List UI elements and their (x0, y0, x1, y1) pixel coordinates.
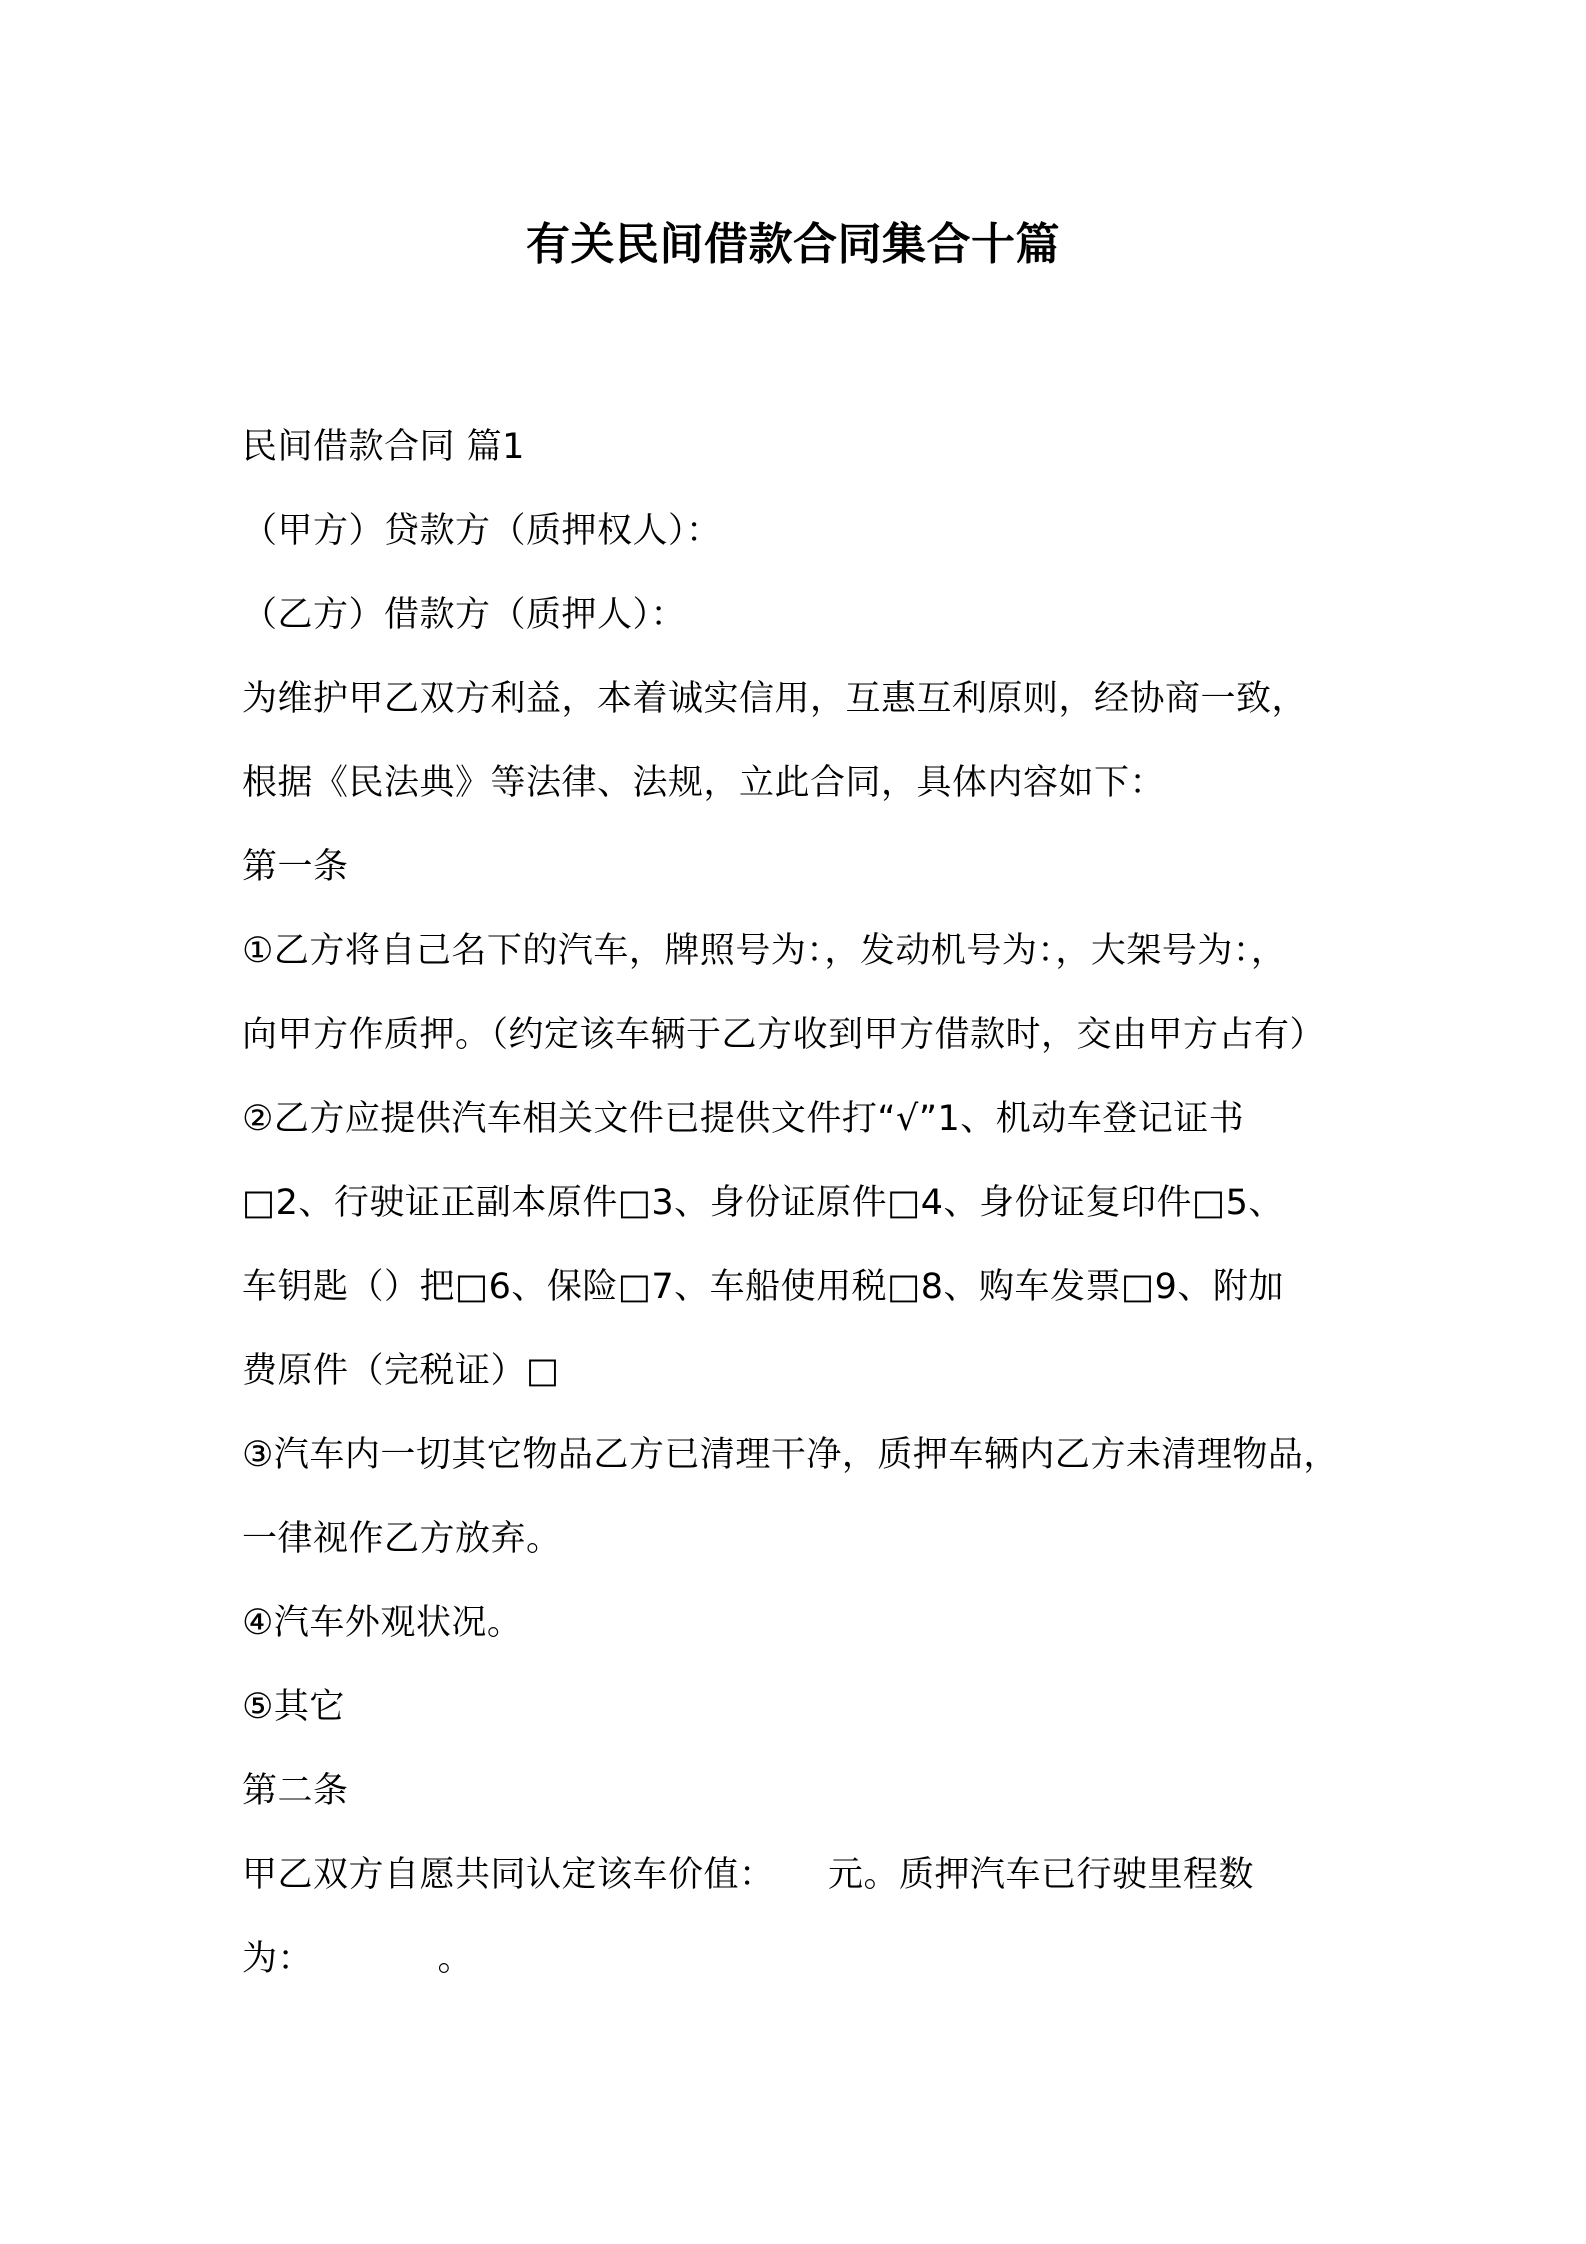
clause-heading-second: 第二条 (242, 1771, 349, 1811)
paragraph-line: 为： 。 (242, 1939, 474, 1979)
paragraph-line: 向甲方作质押。（约定该车辆于乙方收到甲方借款时，交由甲方占有） (242, 1015, 1326, 1055)
party-a-line: （甲方）贷款方（质押权人）： (242, 511, 722, 551)
clause-heading-first: 第一条 (242, 847, 349, 887)
paragraph-line: □2、行驶证正副本原件□3、身份证原件□4、身份证复印件□5、 (242, 1183, 1284, 1223)
section-heading-article-1: 民间借款合同 篇1 (242, 427, 525, 467)
paragraph-line: ④汽车外观状况。 (242, 1603, 523, 1643)
paragraph-line: ③汽车内一切其它物品乙方已清理干净，质押车辆内乙方未清理物品， (242, 1435, 1339, 1475)
party-b-line: （乙方）借款方（质押人）： (242, 595, 687, 635)
document-body (242, 405, 1392, 2001)
document-title: 有关民间借款合同集合十篇 (526, 219, 1060, 270)
paragraph-line: ⑤其它 (242, 1687, 345, 1727)
paragraph-line: 根据《民法典》等法律、法规，立此合同，具体内容如下： (242, 763, 1166, 803)
paragraph-line: 车钥匙（）把□6、保险□7、车船使用税□8、购车发票□9、附加 (242, 1267, 1284, 1307)
paragraph-line: 为维护甲乙双方利益，本着诚实信用，互惠互利原则，经协商一致， (242, 679, 1308, 719)
paragraph-line: 费原件（完税证）□ (242, 1351, 560, 1391)
paragraph-line: ②乙方应提供汽车相关文件已提供文件打“√”1、机动车登记证书 (242, 1099, 1245, 1139)
paragraph-line: ①乙方将自己名下的汽车，牌照号为：，发动机号为：，大架号为：， (242, 931, 1287, 971)
paragraph-line: 一律视作乙方放弃。 (242, 1519, 562, 1559)
paragraph-line: 甲乙双方自愿共同认定该车价值： 元。质押汽车已行驶里程数 (242, 1855, 1255, 1895)
